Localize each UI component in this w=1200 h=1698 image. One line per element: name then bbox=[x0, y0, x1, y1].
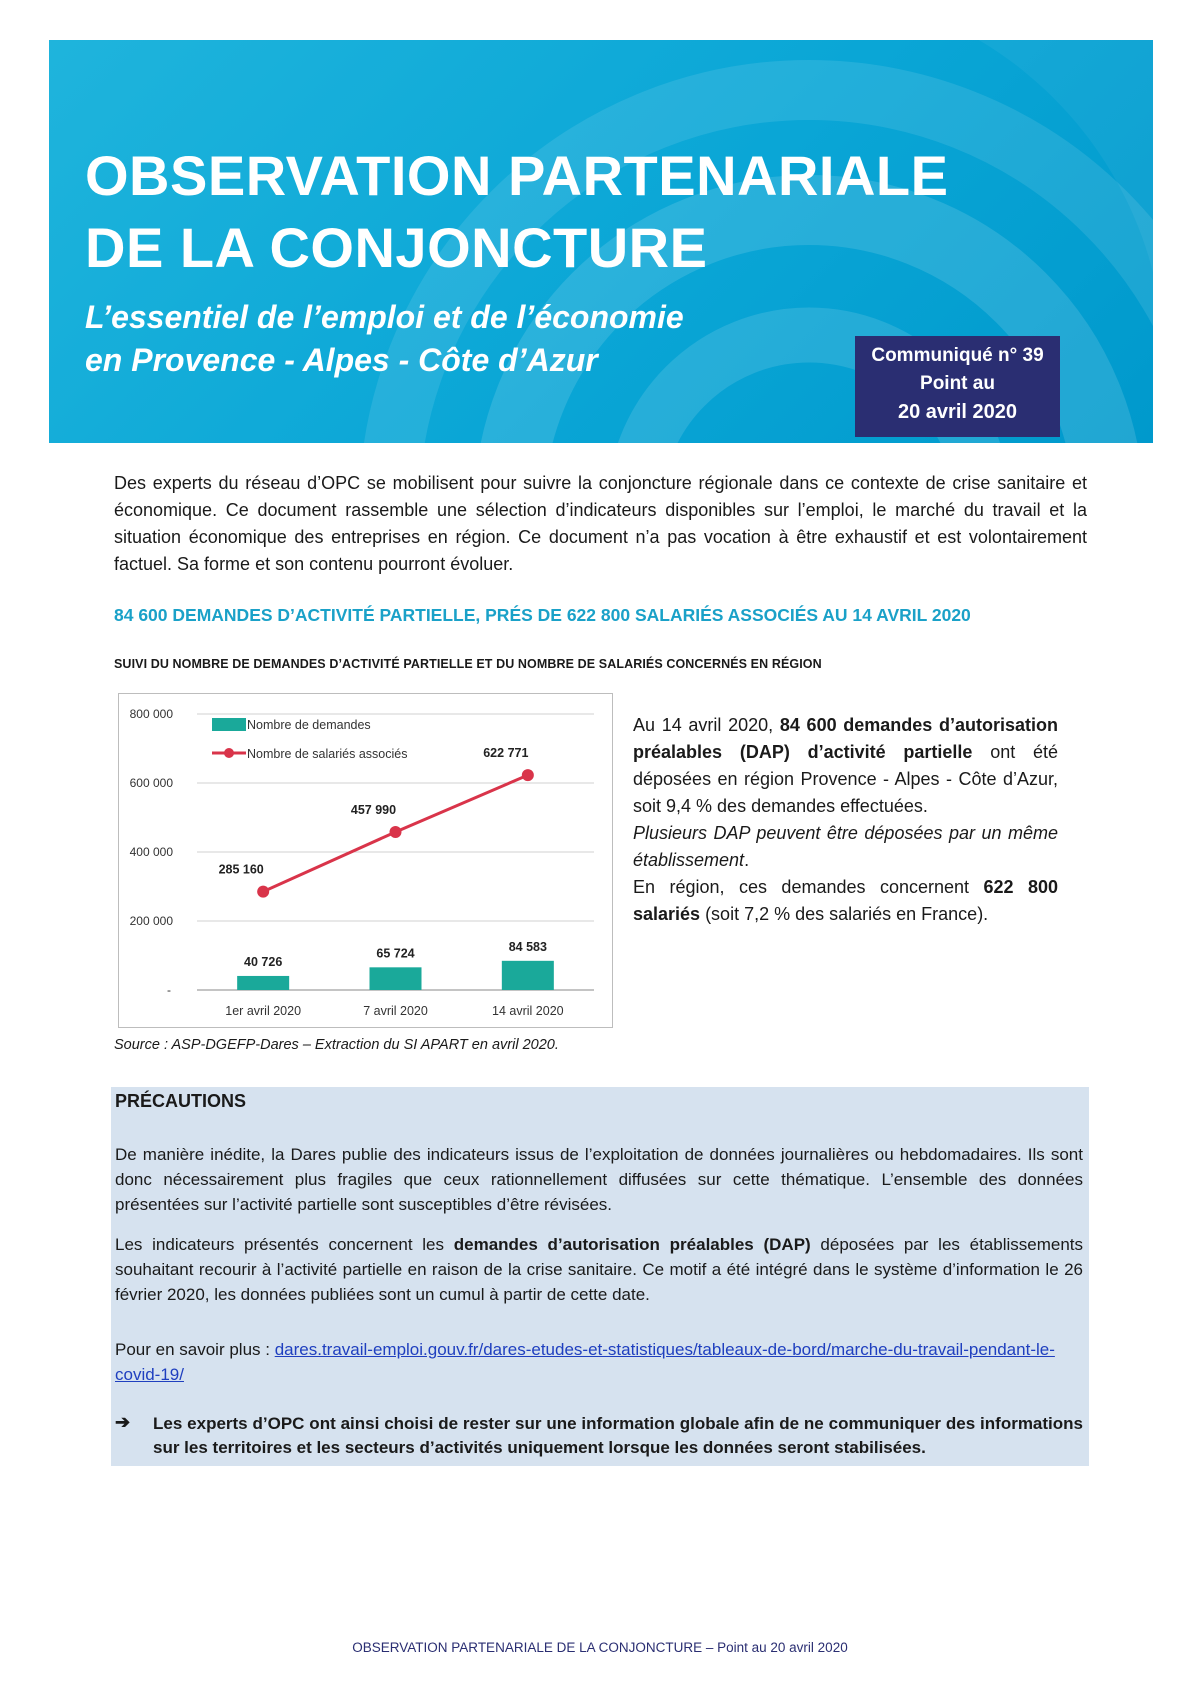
bar bbox=[237, 976, 289, 990]
issue-number: Communiqué n° 39 bbox=[871, 345, 1044, 366]
x-tick-label: 1er avril 2020 bbox=[225, 1004, 302, 1018]
document-subtitle bbox=[85, 296, 684, 382]
precautions-paragraph-2 bbox=[115, 1232, 1083, 1307]
chart-frame bbox=[118, 693, 613, 1028]
bar-data-label: 65 724 bbox=[376, 946, 415, 961]
x-tick-label: 14 avril 2020 bbox=[492, 1004, 564, 1018]
commentary-employees-share: (soit 7,2 % des salariés en France). bbox=[700, 904, 989, 924]
issue-point-label: Point au bbox=[920, 373, 995, 394]
section-headline: 84 600 DEMANDES D’ACTIVITÉ PARTIELLE, PRÉS DE 622 800 SALARIÉS ASSOCIÉS AU 14 AVRIL 2020 bbox=[114, 605, 971, 625]
line-point bbox=[390, 826, 402, 838]
x-tick-label: 7 avril 2020 bbox=[363, 1004, 428, 1018]
line-data-label: 285 160 bbox=[218, 862, 264, 877]
commentary-employees-count: 622 800 salariés bbox=[633, 877, 1058, 924]
bar bbox=[370, 967, 422, 990]
legend-swatch-bars bbox=[212, 718, 246, 731]
bar bbox=[502, 961, 554, 990]
precautions-box bbox=[111, 1087, 1089, 1466]
precautions-p2-detail: déposées par les établissements souhaitant recourir à l’activité partielle en raison de la crise sanitaire. Ce motif a été intégré dans le système d’information le 26 février 2020, les données publiées sont un cumul à partir de cette date. bbox=[115, 1235, 1084, 1304]
legend-label-bars: Nombre de demandes bbox=[247, 718, 371, 732]
line-data-label: 457 990 bbox=[350, 802, 397, 817]
precautions-paragraph-1: De manière inédite, la Dares publie des indicateurs issus de l’exploitation de données journalières ou hebdomadaires. Ils sont donc nécessairement plus fragiles que ceux rationnellement diffusées sur cette thématique. L’ensemble des données présentées sur l’activité partielle sont susceptibles d’être révisées. bbox=[115, 1145, 1083, 1214]
header-banner bbox=[49, 40, 1153, 443]
y-tick-label: - bbox=[167, 983, 171, 997]
precautions-paragraph-3 bbox=[115, 1337, 1083, 1387]
y-tick-label: 800 000 bbox=[129, 707, 173, 721]
commentary-region-share: ont été déposées en région Provence - Alpes - Côte d’Azur, soit 9,4 % des demandes effectuées. bbox=[633, 742, 1059, 816]
subtitle-line-2: en Provence - Alpes - Côte d’Azur bbox=[85, 342, 598, 378]
precautions-more-info-label: Pour en savoir plus : bbox=[115, 1340, 275, 1359]
activity-chart bbox=[119, 694, 614, 1029]
bar-data-label: 40 726 bbox=[244, 954, 283, 969]
subtitle-line-1: L’essentiel de l’emploi et de l’économie bbox=[85, 299, 684, 335]
chart-caption: SUIVI DU NOMBRE DE DEMANDES D’ACTIVITÉ PARTIELLE ET DU NOMBRE DE SALARIÉS CONCERNÉS EN RÉGION bbox=[114, 657, 822, 671]
commentary-note-dot: . bbox=[744, 850, 750, 870]
issue-date: 20 avril 2020 bbox=[898, 401, 1017, 423]
legend-marker-line bbox=[224, 748, 234, 758]
title-line-1: OBSERVATION PARTENARIALE bbox=[85, 144, 949, 207]
arrow-right-icon: ➔ bbox=[115, 1412, 131, 1432]
page-footer: OBSERVATION PARTENARIALE DE LA CONJONCTURE – Point au 20 avril 2020 bbox=[352, 1640, 848, 1655]
commentary-employees-intro: En région, ces demandes concernent bbox=[633, 877, 984, 897]
legend-label-line: Nombre de salariés associés bbox=[247, 747, 408, 761]
bar-data-label: 84 583 bbox=[508, 939, 547, 954]
title-line-2: DE LA CONJONCTURE bbox=[85, 216, 708, 279]
y-tick-label: 200 000 bbox=[129, 914, 173, 928]
intro-paragraph: Des experts du réseau d’OPC se mobilisent pour suivre la conjoncture régionale dans ce contexte de crise sanitaire et économique. Ce document rassemble une sélection d’indicateurs disponibles sur l’emploi, le marché du travail et la situation économique des entreprises en région. Ce document n’a pas vocation à être exhaustif et est volontairement factuel. Sa forme et son contenu pourront évoluer. bbox=[114, 473, 1087, 574]
chart-source: Source : ASP-DGEFP-Dares – Extraction du SI APART en avril 2020. bbox=[114, 1037, 559, 1053]
line-data-label: 622 771 bbox=[483, 746, 529, 761]
commentary-intro: Au 14 avril 2020, bbox=[633, 715, 780, 735]
precautions-conclusion-text: Les experts d’OPC ont ainsi choisi de rester sur une information globale afin de ne communiquer des informations sur les territoires et les secteurs d’activités uniquement lorsque les données seront stabilisées. bbox=[153, 1414, 1083, 1457]
document-title bbox=[85, 140, 948, 284]
commentary-note: Plusieurs DAP peuvent être déposées par un même établissement bbox=[633, 823, 1058, 870]
y-tick-label: 400 000 bbox=[129, 845, 173, 859]
line-point bbox=[257, 886, 269, 898]
precautions-title: PRÉCAUTIONS bbox=[115, 1091, 247, 1111]
line-point bbox=[522, 769, 534, 781]
issue-badge bbox=[855, 336, 1060, 437]
commentary-dap-count: 84 600 demandes d’autorisation préalables (DAP) d’activité partielle bbox=[633, 715, 1058, 762]
dares-link[interactable]: dares.travail-emploi.gouv.fr/dares-etudes-et-statistiques/tableaux-de-bord/marche-du-travail-pendant-le-covid-19/ bbox=[115, 1340, 1055, 1384]
y-tick-label: 600 000 bbox=[129, 776, 173, 790]
precautions-p2-dap: demandes d’autorisation préalables (DAP) bbox=[453, 1235, 811, 1254]
precautions-p2-intro: Les indicateurs présentés concernent les bbox=[115, 1235, 454, 1254]
chart-commentary bbox=[633, 712, 1058, 928]
